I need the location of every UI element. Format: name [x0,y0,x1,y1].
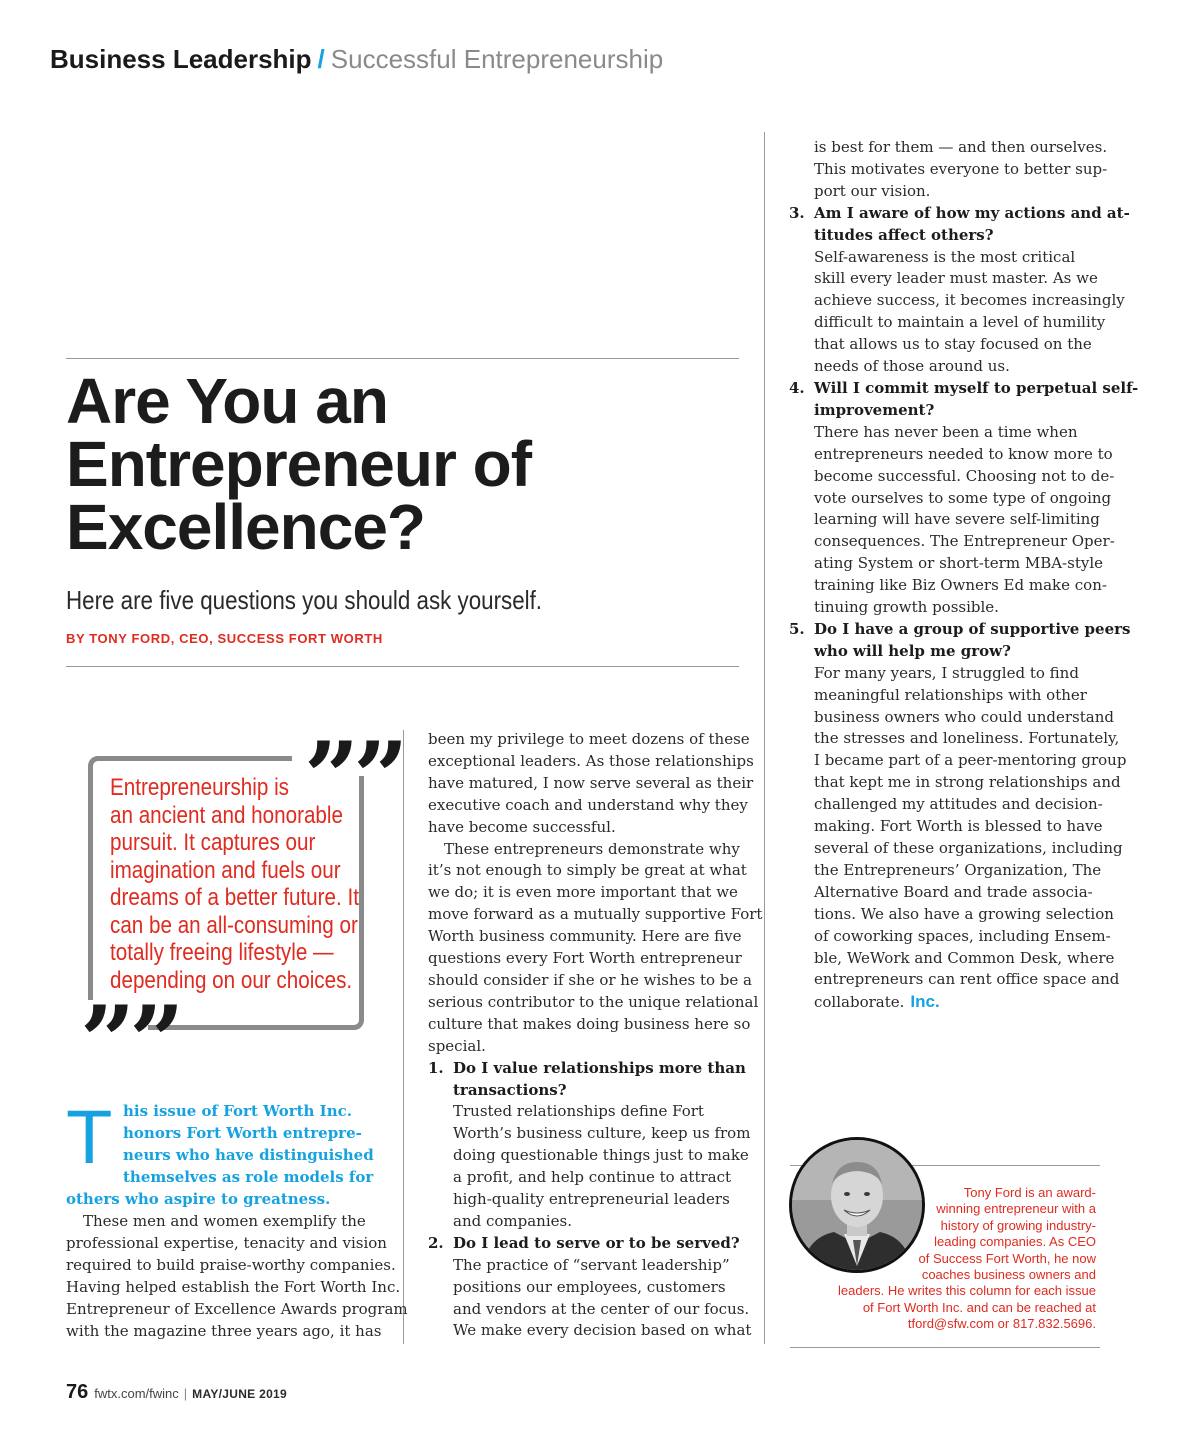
footer-separator: | [183,1386,188,1401]
bio-bottom-rule [790,1347,1100,1348]
section-title: Business Leadership [50,44,312,74]
quote-open-icon: ”” [304,721,403,834]
body-column-1: These men and women exemplify the professional expertise, tenacity and vision required to build praise-worthy companies. Having helped establish the Fort Worth Inc. Entrepreneur of Excellence Awards program with the magazine three years ago, it has [66,1212,408,1340]
author-bio: Tony Ford is an award- winning entrepreneur with a history of growing industry- leading companies. As CEO of Success Fort Worth, he now coaches business owners and leaders. He writes this column for each issue of Fort Worth Inc. and can be reached at tford@sfw.com or 817.832.5696. [838,1185,1096,1332]
question-item-4: 4. Will I commit myself to perpetual self- improvement? There has never been a time when entrepreneurs needed to know more to become successful. Choosing not to de- vote ourselves to some type of ongoing learning will have severe self-limiting consequences. The Entrepreneur Oper- ating System or short-term MBA-style training like Biz Owners Ed make con- tinuing growth possible. [789,378,1139,617]
footer-url[interactable]: fwtx.com/fwinc [94,1386,179,1401]
question-number: 2. [428,1233,444,1252]
question-text: titudes affect others? [814,225,994,244]
question-item-3: 3. Am I aware of how my actions and at- titudes affect others? Self-awareness is the most critical skill every leader must master. As we achieve success, it becomes increasingly difficult to maintain a level of humility that allows us to stay focused on the needs of those around us. [789,203,1130,376]
intro-line: honors Fort Worth entrepre- [123,1124,362,1142]
question-text: Am I aware of how my actions and at- [814,203,1130,222]
inc-logo-endmark: Inc. [910,992,940,1012]
issue-date: MAY/JUNE 2019 [192,1387,287,1401]
intro-line: others who aspire to greatness. [66,1190,331,1208]
question-text: Do I lead to serve or to be served? [453,1233,740,1252]
section-header [50,44,663,75]
question-item-1: 1. Do I value relationships more than transactions? Trusted relationships define Fort Worth’s business culture, keep us from doing questionable things just to make a profit, and help continue to attract high-quality entrepreneurial leaders and companies. [428,1058,751,1230]
question-number: 4. [789,378,805,397]
intro-line: his issue of Fort Worth Inc. [123,1102,352,1120]
question-text: Will I commit myself to perpetual self- [814,378,1139,397]
intro-line: neurs who have distinguished [123,1146,374,1164]
article-dek: Here are five questions you should ask yourself. [66,585,543,615]
drop-cap: T [66,1095,113,1180]
body-column-3: is best for them — and then ourselves. This motivates everyone to better sup- port our vision. 3. Am I aware of how my actions and at- titudes affect others? Self-awareness is the most critical skill every leader must master. As we achieve success, it becomes increasingly difficult to maintain a level of humility that allows us to stay focused on the needs of those around us. 4. Will I commit myself to perpetual self- improvement? There has never been a time when entrepreneurs needed to know more to become successful. Choosing not to de- vote ourselves to some type of ongoing learning will have severe self-limiting consequences. The Entrepreneur Oper- ating System or short-term MBA-style training like Biz Owners Ed make con- tinuing growth possible. 5. Do I have a group of supportive peers who will help me grow? For many years, I struggled to find meaningful relationships with other business owners who could understand the stresses and loneliness. Fortunately, I became part of a peer-mentoring group that kept me in strong relationships and challenged my attitudes and decision- making. Fort Worth is blessed to have several of these organizations, including the Entrepreneurs’ Organization, The Alternative Board and trade associa- tions. We also have a growing selection of coworking spaces, including Ensem- ble, WeWork and Common Desk, where entrepreneurs can rent office space and collaborate. Inc. [789,137,1109,1014]
page-footer [66,1381,287,1404]
pullquote-text: Entrepreneurship is an ancient and honorable pursuit. It captures our imagination and fuels our dreams of a better future. It can be an all-consuming or totally freeing lifestyle — depending on our choices. [110,774,359,994]
question-text: transactions? [453,1080,567,1099]
question-number: 3. [789,203,805,222]
article-title [66,365,706,563]
quote-close-icon: ”” [80,985,179,1098]
question-item-5: 5. Do I have a group of supportive peers who will help me grow? For many years, I struggled to find meaningful relationships with other business owners who could understand the stresses and loneliness. Fortunately, I became part of a peer-mentoring group that kept me in strong relationships and challenged my attitudes and decision- making. Fort Worth is blessed to have several of these organizations, including the Entrepreneurs’ Organization, The Alternative Board and trade associa- tions. We also have a growing selection of coworking spaces, including Ensem- ble, WeWork and Common Desk, where entrepreneurs can rent office space and collaborate. Inc. [789,619,1131,1012]
title-line: Entrepreneur of [66,428,532,500]
question-number: 5. [789,619,805,638]
title-line: Excellence? [66,491,425,563]
headline-top-rule [66,358,739,359]
title-line: Are You an [66,365,388,437]
question-text: who will help me grow? [814,641,1011,660]
page-number: 76 [66,1381,89,1403]
column-divider-2 [764,132,765,1344]
question-text: Do I value relationships more than [453,1058,746,1077]
intro-line: themselves as role models for [123,1168,374,1186]
question-number: 1. [428,1058,444,1077]
subsection-title: Successful Entrepreneurship [330,44,664,74]
headline-bottom-rule [66,666,739,667]
section-separator: / [317,44,325,74]
question-text: Do I have a group of supportive peers [814,619,1131,638]
byline: BY TONY FORD, CEO, SUCCESS FORT WORTH [66,631,383,646]
question-item-2: 2. Do I lead to serve or to be served? The practice of “servant leadership” positions our employees, customers and vendors at the center of our focus. We make every decision based on what [428,1233,752,1340]
question-text: improvement? [814,400,935,419]
body-column-2: been my privilege to meet dozens of these exceptional leaders. As those relationships have matured, I now serve several as their executive coach and understand why they have become successful. These entrepreneurs demonstrate why it’s not enough to simply be great at what we do; it is even more important that we move forward as a mutually supportive Fort Worth business community. Here are five questions every Fort Worth entrepreneur should consider if she or he wishes to be a serious contributor to the unique relational culture that makes doing business here so special. 1. Do I value relationships more than transactions? Trusted relationships define Fort Worth’s business culture, keep us from doing questionable things just to make a profit, and help continue to attract high-quality entrepreneurial leaders and companies. 2. Do I lead to serve or to be served? The practice of “servant leadership” positions our employees, customers and vendors at the center of our focus. We make every decision based on what [428,729,748,1342]
